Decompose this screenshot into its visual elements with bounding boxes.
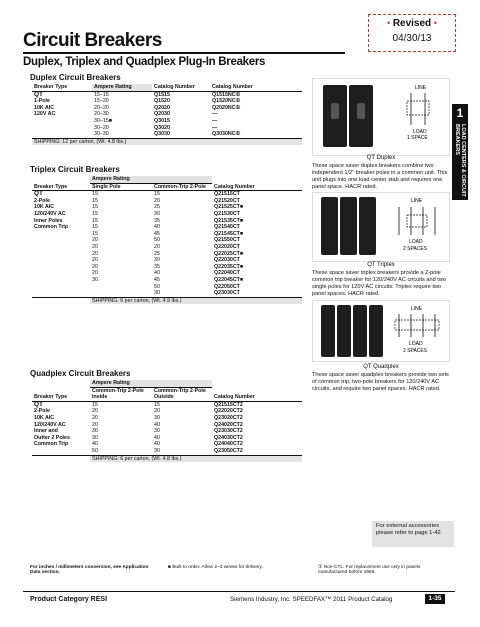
catalog-number-cell: Q21545CT■: [214, 230, 244, 237]
table-row: [32, 441, 302, 448]
single-pole-cell: 15: [92, 230, 98, 237]
breaker-body: [353, 305, 367, 357]
breaker-type-cell: [32, 237, 90, 244]
col-header: Breaker Type: [32, 84, 92, 91]
table-row: [32, 204, 302, 211]
inside-pole-cell: 20: [92, 421, 98, 428]
table-row: [32, 408, 302, 415]
table-row: [32, 131, 302, 138]
catalog-number-cell: Q24030CT2: [214, 434, 243, 441]
single-pole-cell: 30: [92, 276, 98, 283]
table-row: [32, 237, 302, 244]
quadplex-caption-text: These space saver quadplex breakers provide two sets of common trip, two-pole breakers for 120/240V AC circuits, and require two panel spaces. HACR rated.: [312, 372, 449, 392]
breaker-type-cell: [32, 284, 90, 291]
triplex-wiring-diagram: [387, 195, 447, 259]
catalog-number-cell: —: [212, 111, 218, 118]
triplex-shipping: SHIPPING: 6 per carton, (Wt. 4.9 lbs.): [90, 297, 302, 304]
catalog-number-cell: Q23030CT2: [214, 428, 243, 435]
breaker-type-cell: [32, 118, 92, 125]
two-pole-cell: 20: [154, 243, 160, 250]
diagram-load-label: LOAD: [409, 341, 423, 347]
col-header: Ampere Rating: [90, 380, 212, 387]
triplex-table: [32, 176, 302, 304]
revised-label: Revised: [392, 18, 432, 29]
table-row: [32, 191, 302, 198]
two-pole-cell: 40: [154, 224, 160, 231]
breaker-type-cell: QT: [34, 400, 44, 408]
two-pole-cell: 20: [154, 197, 160, 204]
breaker-type-cell: 2-Pole: [34, 408, 50, 415]
page-number: 1-35: [425, 594, 445, 604]
two-pole-cell: 30: [154, 210, 160, 217]
catalog-number-cell: Q24040CT2: [214, 441, 243, 448]
ampere-rating-cell: 15–15: [94, 91, 109, 98]
breaker-type-cell: [32, 264, 90, 271]
catalog-number-cell: Q21550CT: [214, 237, 240, 244]
triplex-product-image: [312, 192, 450, 262]
breaker-type-cell: QT: [34, 90, 44, 98]
catalog-number-cell: Q3030: [154, 131, 170, 138]
single-pole-cell: 15: [92, 224, 98, 231]
col-header: Catalog Number: [152, 84, 210, 91]
two-pole-cell: 50: [154, 237, 160, 244]
breaker-handle: [331, 103, 339, 119]
quadplex-shipping: SHIPPING: 6 per carton, (Wt. 4.8 lbs.): [90, 455, 302, 462]
single-pole-cell: [90, 284, 152, 291]
catalog-number-cell: Q21535CT■: [214, 217, 244, 224]
breaker-type-cell: Outter 2 Poles: [34, 434, 70, 441]
breaker-type-cell: Inner and: [34, 428, 58, 435]
two-pole-cell: 35: [154, 263, 160, 270]
table-row: [32, 448, 302, 455]
catalog-number-cell: Q3015: [154, 117, 170, 124]
single-pole-cell: 20: [92, 237, 98, 244]
breaker-type-cell: 1-Pole: [34, 98, 50, 105]
accessories-note: For external accessories please refer to page 1-42.: [372, 521, 454, 547]
triplex-caption-text: These space saver triplex breakers provide a 2-pole common trip breaker for 120/240V AC circuits and two single poles for 120V AC circuits. Triplex require two panel spaces. HACR rated.: [312, 270, 447, 297]
inside-pole-cell: 40: [92, 441, 98, 448]
catalog-number-cell: Q1515NC①: [212, 91, 241, 98]
outside-pole-cell: 30: [154, 428, 160, 435]
table-row: [32, 284, 302, 291]
duplex-caption-text: These space saver duplex breakers combine two independent 1/2" breaker poles in a common unit. This unit plugs into one load center stab and requires one panel space. HACR rated.: [312, 163, 448, 190]
table-row: [32, 111, 302, 118]
ampere-rating-cell: 15–20: [94, 98, 109, 105]
col-header: Catalog Number: [212, 387, 302, 401]
single-pole-cell: 15: [92, 204, 98, 211]
diagram-space-label: 2 SPACES: [403, 348, 428, 354]
duplex-shipping: SHIPPING: 12 per carton, (Wt. 4.8 lbs.): [32, 138, 302, 145]
catalog-number-cell: Q1515: [154, 91, 170, 98]
table-row: [32, 257, 302, 264]
table-row: [32, 422, 302, 429]
page-subtitle: Duplex, Triplex and Quadplex Plug-In Breakers: [23, 56, 266, 68]
breaker-handle: [357, 103, 365, 119]
table-row: [32, 218, 302, 225]
inside-pole-cell: 50: [92, 447, 98, 454]
single-pole-cell: 15: [92, 210, 98, 217]
inside-pole-cell: 20: [92, 414, 98, 421]
ampere-rating-cell: 20–30: [94, 111, 109, 118]
footer-rule: [23, 591, 455, 592]
table-row: [32, 251, 302, 258]
single-pole-cell: 20: [92, 270, 98, 277]
single-pole-cell: 20: [92, 263, 98, 270]
catalog-number-cell: Q23030CT: [214, 290, 240, 297]
chapter-number: 1: [456, 106, 464, 120]
table-row: [32, 125, 302, 132]
single-pole-cell: 15: [92, 191, 98, 198]
ampere-rating-cell: 30–20: [94, 124, 109, 131]
ampere-rating-cell: 30–30: [94, 131, 109, 138]
col-header: Ampere Rating: [92, 84, 152, 91]
breaker-body: [321, 305, 335, 357]
col-header: Common-Trip 2-Pole Inside: [90, 387, 152, 401]
breaker-type-cell: Inner Poles: [34, 217, 63, 224]
triplex-heading: Triplex Circuit Breakers: [30, 165, 120, 174]
quadplex-heading: Quadplex Circuit Breakers: [30, 369, 131, 378]
table-row: [32, 290, 302, 297]
chapter-tab: [452, 104, 468, 200]
table-row: [32, 264, 302, 271]
catalog-number-cell: Q23050CT2: [214, 447, 243, 454]
diagram-line-label: LINE: [411, 198, 423, 204]
catalog-number-cell: Q2020: [154, 104, 170, 111]
col-header: Single Pole: [90, 183, 152, 191]
quadplex-wiring-diagram: [389, 303, 447, 359]
diagram-line-label: LINE: [411, 306, 423, 312]
quadplex-table: [32, 380, 302, 462]
outside-pole-cell: 30: [154, 414, 160, 421]
two-pole-cell: 30: [154, 290, 160, 297]
catalog-number-cell: Q1520: [154, 98, 170, 105]
single-pole-cell: 20: [92, 243, 98, 250]
table-row: [32, 211, 302, 218]
table-row: [32, 105, 302, 112]
breaker-type-cell: [32, 251, 90, 258]
catalog-number-cell: Q1520NC①: [212, 98, 241, 105]
page-title: Circuit Breakers: [23, 30, 162, 51]
outside-pole-cell: 40: [154, 421, 160, 428]
catalog-number-cell: Q2030: [154, 111, 170, 118]
col-header: Catalog Number: [210, 84, 302, 91]
two-pole-cell: 50: [154, 283, 160, 290]
triplex-caption-title: QT Triplex: [367, 262, 395, 268]
duplex-table: [32, 84, 302, 145]
duplex-wiring-diagram: [393, 81, 447, 153]
quadplex-caption-title: QT Quadplex: [363, 364, 399, 370]
ampere-rating-cell: 20–20: [94, 104, 109, 111]
single-pole-cell: 20: [92, 250, 98, 257]
duplex-heading: Duplex Circuit Breakers: [30, 73, 121, 82]
breaker-type-cell: 10K AIC: [34, 414, 55, 421]
catalog-number-cell: Q21515CT: [214, 191, 240, 198]
diagram-load-label: LOAD: [413, 129, 427, 135]
outside-pole-cell: 15: [154, 401, 160, 408]
catalog-number-cell: —: [212, 124, 218, 131]
two-pole-cell: 35: [154, 217, 160, 224]
catalog-number-cell: Q22035CT■: [214, 263, 244, 270]
catalog-number-cell: Q23020CT2: [214, 414, 243, 421]
inside-pole-cell: 20: [92, 408, 98, 415]
two-pole-cell: 25: [154, 250, 160, 257]
catalog-number-cell: —: [212, 117, 218, 124]
single-pole-cell: [90, 290, 152, 297]
breaker-type-cell: 120/240V AC: [34, 210, 66, 217]
two-pole-cell: 15: [154, 191, 160, 198]
breaker-type-cell: [32, 270, 90, 277]
table-row: [32, 224, 302, 231]
catalog-number-cell: Q21530CT: [214, 210, 240, 217]
footnote-built-to-order: ■ Built to order. Allow 2–3 weeks for delivery.: [168, 565, 264, 570]
two-pole-cell: 45: [154, 230, 160, 237]
two-pole-cell: 30: [154, 257, 160, 264]
quadplex-product-image: [312, 300, 450, 362]
col-header: Common-Trip 2-Pole Outside: [152, 387, 212, 401]
inside-pole-cell: 15: [92, 401, 98, 408]
inside-pole-cell: 30: [92, 428, 98, 435]
diagram-space-label: 2 SPACES: [403, 246, 428, 252]
footnote-non-ctl: ① Non-CTL. For replacement use only in panels manufactured before 1966.: [318, 565, 421, 575]
breaker-type-cell: [32, 290, 90, 297]
outside-pole-cell: 20: [154, 408, 160, 415]
catalog-number-cell: Q21525CT■: [214, 204, 244, 211]
diagram-line-label: LINE: [415, 85, 427, 91]
table-row: [32, 198, 302, 205]
breaker-type-cell: [32, 257, 90, 264]
breaker-type-cell: 2-Pole: [34, 197, 50, 204]
table-row: [32, 231, 302, 238]
table-row: [32, 98, 302, 105]
col-header: Common-Trip 2-Pole: [152, 183, 212, 191]
breaker-type-cell: [32, 277, 90, 284]
breaker-type-cell: 10K AIC: [34, 104, 55, 111]
breaker-body: [337, 305, 351, 357]
diagram-space-label: 1 SPACE: [407, 135, 428, 141]
revised-stamp: • Revised • 04/30/13: [368, 14, 456, 52]
catalog-number-cell: Q22045CT■: [214, 276, 244, 283]
catalog-number-cell: Q22020CT2: [214, 408, 243, 415]
table-row: [32, 435, 302, 442]
revised-date: 04/30/13: [392, 33, 432, 44]
col-header: Catalog Number: [212, 183, 302, 191]
catalog-number-cell: Q22025CT■: [214, 250, 244, 257]
table-row: [32, 277, 302, 284]
breaker-type-cell: [32, 131, 92, 138]
catalog-number-cell: Q21540CT: [214, 224, 240, 231]
breaker-type-cell: Common Trip: [34, 441, 69, 448]
catalog-number-cell: Q21520CT: [214, 197, 240, 204]
table-row: [32, 244, 302, 251]
breaker-type-cell: QT: [34, 190, 44, 198]
chapter-label: LOAD CENTERS & CIRCUIT BREAKERS: [454, 124, 466, 197]
two-pole-cell: 45: [154, 276, 160, 283]
inside-pole-cell: 30: [92, 434, 98, 441]
triplex-caption: [312, 262, 450, 298]
two-pole-cell: 25: [154, 204, 160, 211]
duplex-caption-title: QT Duplex: [366, 155, 396, 161]
col-header: Ampere Rating: [90, 176, 212, 183]
table-row: [32, 401, 302, 408]
two-pole-cell: 40: [154, 270, 160, 277]
outside-pole-cell: 40: [154, 434, 160, 441]
breaker-body: [321, 197, 338, 255]
catalog-number-cell: Q21515CT2: [214, 401, 243, 408]
catalog-number-cell: Q3030NC①: [212, 131, 241, 138]
title-rule: [23, 52, 345, 54]
col-header: Breaker Type: [32, 183, 90, 191]
footnote-conversion: For inches / millimeters conversion, see Application Data section.: [30, 565, 149, 575]
catalog-number-cell: Q22050CT: [214, 283, 240, 290]
breaker-type-cell: 120/240V AC: [34, 421, 66, 428]
table-row: [32, 118, 302, 125]
ampere-rating-cell: 30–15■: [94, 117, 112, 124]
breaker-type-cell: [32, 125, 92, 132]
breaker-body: [369, 305, 383, 357]
breaker-body: [359, 197, 376, 255]
breaker-type-cell: 120V AC: [34, 111, 56, 118]
product-category: Product Category RESI: [30, 596, 108, 603]
table-row: [32, 270, 302, 277]
table-row: [32, 91, 302, 98]
breaker-type-cell: [32, 231, 90, 238]
single-pole-cell: 15: [92, 197, 98, 204]
catalog-name: Siemens Industry, Inc. SPEEDFAX™ 2011 Product Catalog: [230, 596, 393, 603]
single-pole-cell: 20: [92, 257, 98, 264]
single-pole-cell: 15: [92, 217, 98, 224]
catalog-number-cell: Q22040CT: [214, 270, 240, 277]
duplex-product-image: [312, 78, 450, 156]
catalog-number-cell: Q24020CT2: [214, 421, 243, 428]
catalog-number-cell: Q2020NC①: [212, 104, 241, 111]
diagram-load-label: LOAD: [409, 239, 423, 245]
table-row: [32, 428, 302, 435]
duplex-caption: [312, 155, 450, 191]
table-row: [32, 415, 302, 422]
breaker-type-cell: Common Trip: [34, 224, 69, 231]
breaker-type-cell: [32, 448, 90, 455]
breaker-body: [340, 197, 357, 255]
quadplex-caption: [312, 364, 450, 393]
outside-pole-cell: 40: [154, 441, 160, 448]
breaker-type-cell: [32, 244, 90, 251]
outside-pole-cell: 30: [154, 447, 160, 454]
col-header: Breaker Type: [32, 387, 90, 401]
breaker-type-cell: 10K AIC: [34, 204, 55, 211]
catalog-number-cell: Q22030CT: [214, 257, 240, 264]
catalog-number-cell: Q3020: [154, 124, 170, 131]
catalog-number-cell: Q22020CT: [214, 243, 240, 250]
